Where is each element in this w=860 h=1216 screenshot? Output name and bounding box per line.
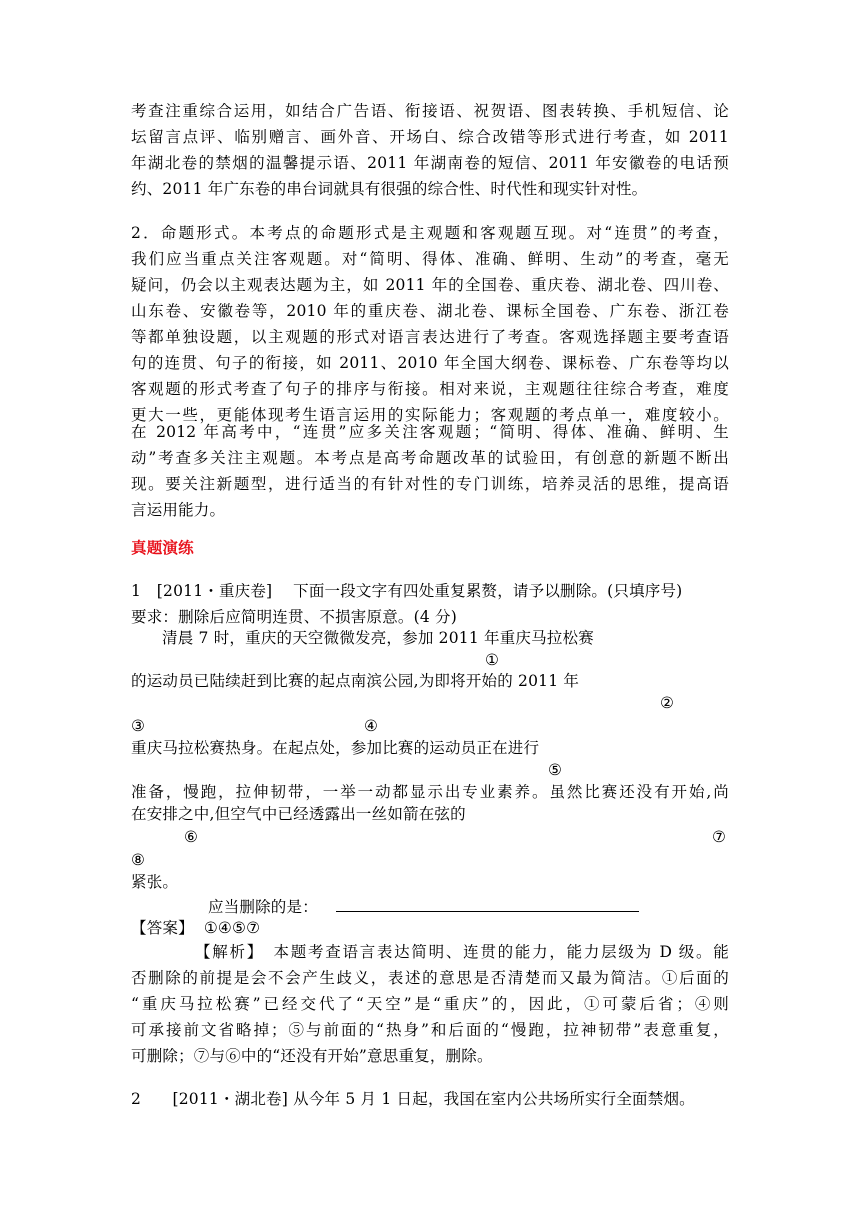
- para1-line: 约、2011 年广东卷的串台词就具有很强的综合性、时代性和现实针对性。: [131, 180, 648, 198]
- analysis-line: 否删除的前提是会不会产生歧义，表述的意思是否清楚而又最为简洁。①后面的: [131, 969, 729, 987]
- marker-8: ⑧: [131, 851, 145, 869]
- answer-label: 【答案】: [131, 919, 194, 937]
- marker-6: ⑥: [184, 828, 198, 846]
- passage-line: 的运动员已陆续赶到比赛的起点南滨公园,为即将开始的 2011 年: [131, 672, 580, 690]
- para2-line: 句的连贯、句子的衔接，如 2011、2010 年全国大纲卷、课标卷、广东卷等均以: [131, 354, 729, 372]
- para2-line: 2．命题形式。本考点的命题形式是主观题和客观题互现。对“连贯”的考查，: [131, 224, 729, 242]
- answer-prompt-line: [208, 893, 639, 920]
- para2-line: 山东卷、安徽卷等，2010 年的重庆卷、湖北卷、课标全国卷、广东卷、浙江卷: [131, 302, 729, 320]
- marker-1: ①: [485, 651, 499, 669]
- answer-value: ①④⑤⑦: [203, 919, 261, 937]
- para2-line: 我们应当重点关注客观题。对“简明、得体、准确、鲜明、生动”的考查，毫无: [131, 250, 729, 268]
- marker-3: ③: [131, 717, 145, 735]
- marker-2: ②: [660, 694, 674, 712]
- marker-4: ④: [364, 717, 378, 735]
- answer-blank[interactable]: [336, 893, 639, 912]
- analysis-line: 可承接前文省略掉；⑤与前面的“热身”和后面的“慢跑，拉神韧带”表意重复，: [131, 1021, 729, 1039]
- para2-line: 等都单独设题，以主观题的形式对语言表达进行了考查。客观选择题主要考查语: [131, 328, 729, 346]
- passage-line: 紧张。: [131, 873, 179, 891]
- marker-5: ⑤: [548, 761, 562, 779]
- analysis-line: 可删除；⑦与⑥中的“还没有开始”意思重复，删除。: [131, 1047, 493, 1065]
- para1-line: 年湖北卷的禁烟的温馨提示语、2011 年湖南卷的短信、2011 年安徽卷的电话预: [131, 154, 729, 172]
- passage-line: 重庆马拉松赛热身。在起点处，参加比赛的运动员正在进行: [131, 739, 540, 757]
- question-2-stem: 2 [2011・湖北卷] 从今年 5 月 1 日起，我国在室内公共场所实行全面禁烟。: [131, 1090, 695, 1108]
- para1-line: 考查注重综合运用，如结合广告语、衔接语、祝贺语、图表转换、手机短信、论: [131, 102, 729, 120]
- para2-line: 疑问，仍会以主观表达题为主，如 2011 年的全国卷、重庆卷、湖北卷、四川卷、: [131, 276, 729, 294]
- question-1-requirement: 要求：删除后应简明连贯、不损害原意。(4 分): [131, 608, 457, 626]
- analysis-line: 【解析】 本题考查语言表达简明、连贯的能力，能力层级为 D 级。能: [195, 943, 729, 961]
- passage-line: 准备，慢跑，拉伸韧带，一举一动都显示出专业素养。虽然比赛还没有开始,尚: [131, 783, 729, 801]
- passage-line: 清晨 7 时，重庆的天空微微发亮，参加 2011 年重庆马拉松赛: [162, 629, 594, 647]
- answer-line: [131, 915, 260, 941]
- para3-line: 动”考查多关注主观题。本考点是高考命题改革的试验田，有创意的新题不断出: [131, 449, 729, 467]
- passage-line: 在安排之中,但空气中已经透露出一丝如箭在弦的: [131, 805, 466, 823]
- answer-prompt: 应当删除的是：: [208, 898, 318, 916]
- para3-line: 在 2012 年高考中，“连贯”应多关注客观题；“简明、得体、准确、鲜明、生: [131, 423, 729, 441]
- para3-line: 言运用能力。: [131, 501, 226, 519]
- para2-line: 客观题的形式考查了句子的排序与衔接。相对来说，主观题往往综合考查，难度: [131, 380, 729, 398]
- para1-line: 坛留言点评、临别赠言、画外音、开场白、综合改错等形式进行考查，如 2011: [131, 128, 729, 146]
- analysis-line: “重庆马拉松赛”已经交代了“天空”是“重庆”的，因此，①可蒙后省；④则: [131, 995, 729, 1013]
- question-1-stem: 1 [2011・重庆卷] 下面一段文字有四处重复累赘，请予以删除。(只填序号): [131, 582, 683, 600]
- para3-line: 现。要关注新题型，进行适当的有针对性的专门训练，培养灵活的思维，提高语: [131, 475, 729, 493]
- para2-line: 更大一些，更能体现考生语言运用的实际能力；客观题的考点单一，难度较小。: [131, 406, 729, 424]
- marker-7: ⑦: [712, 828, 726, 846]
- section-heading: 真题演练: [131, 538, 194, 557]
